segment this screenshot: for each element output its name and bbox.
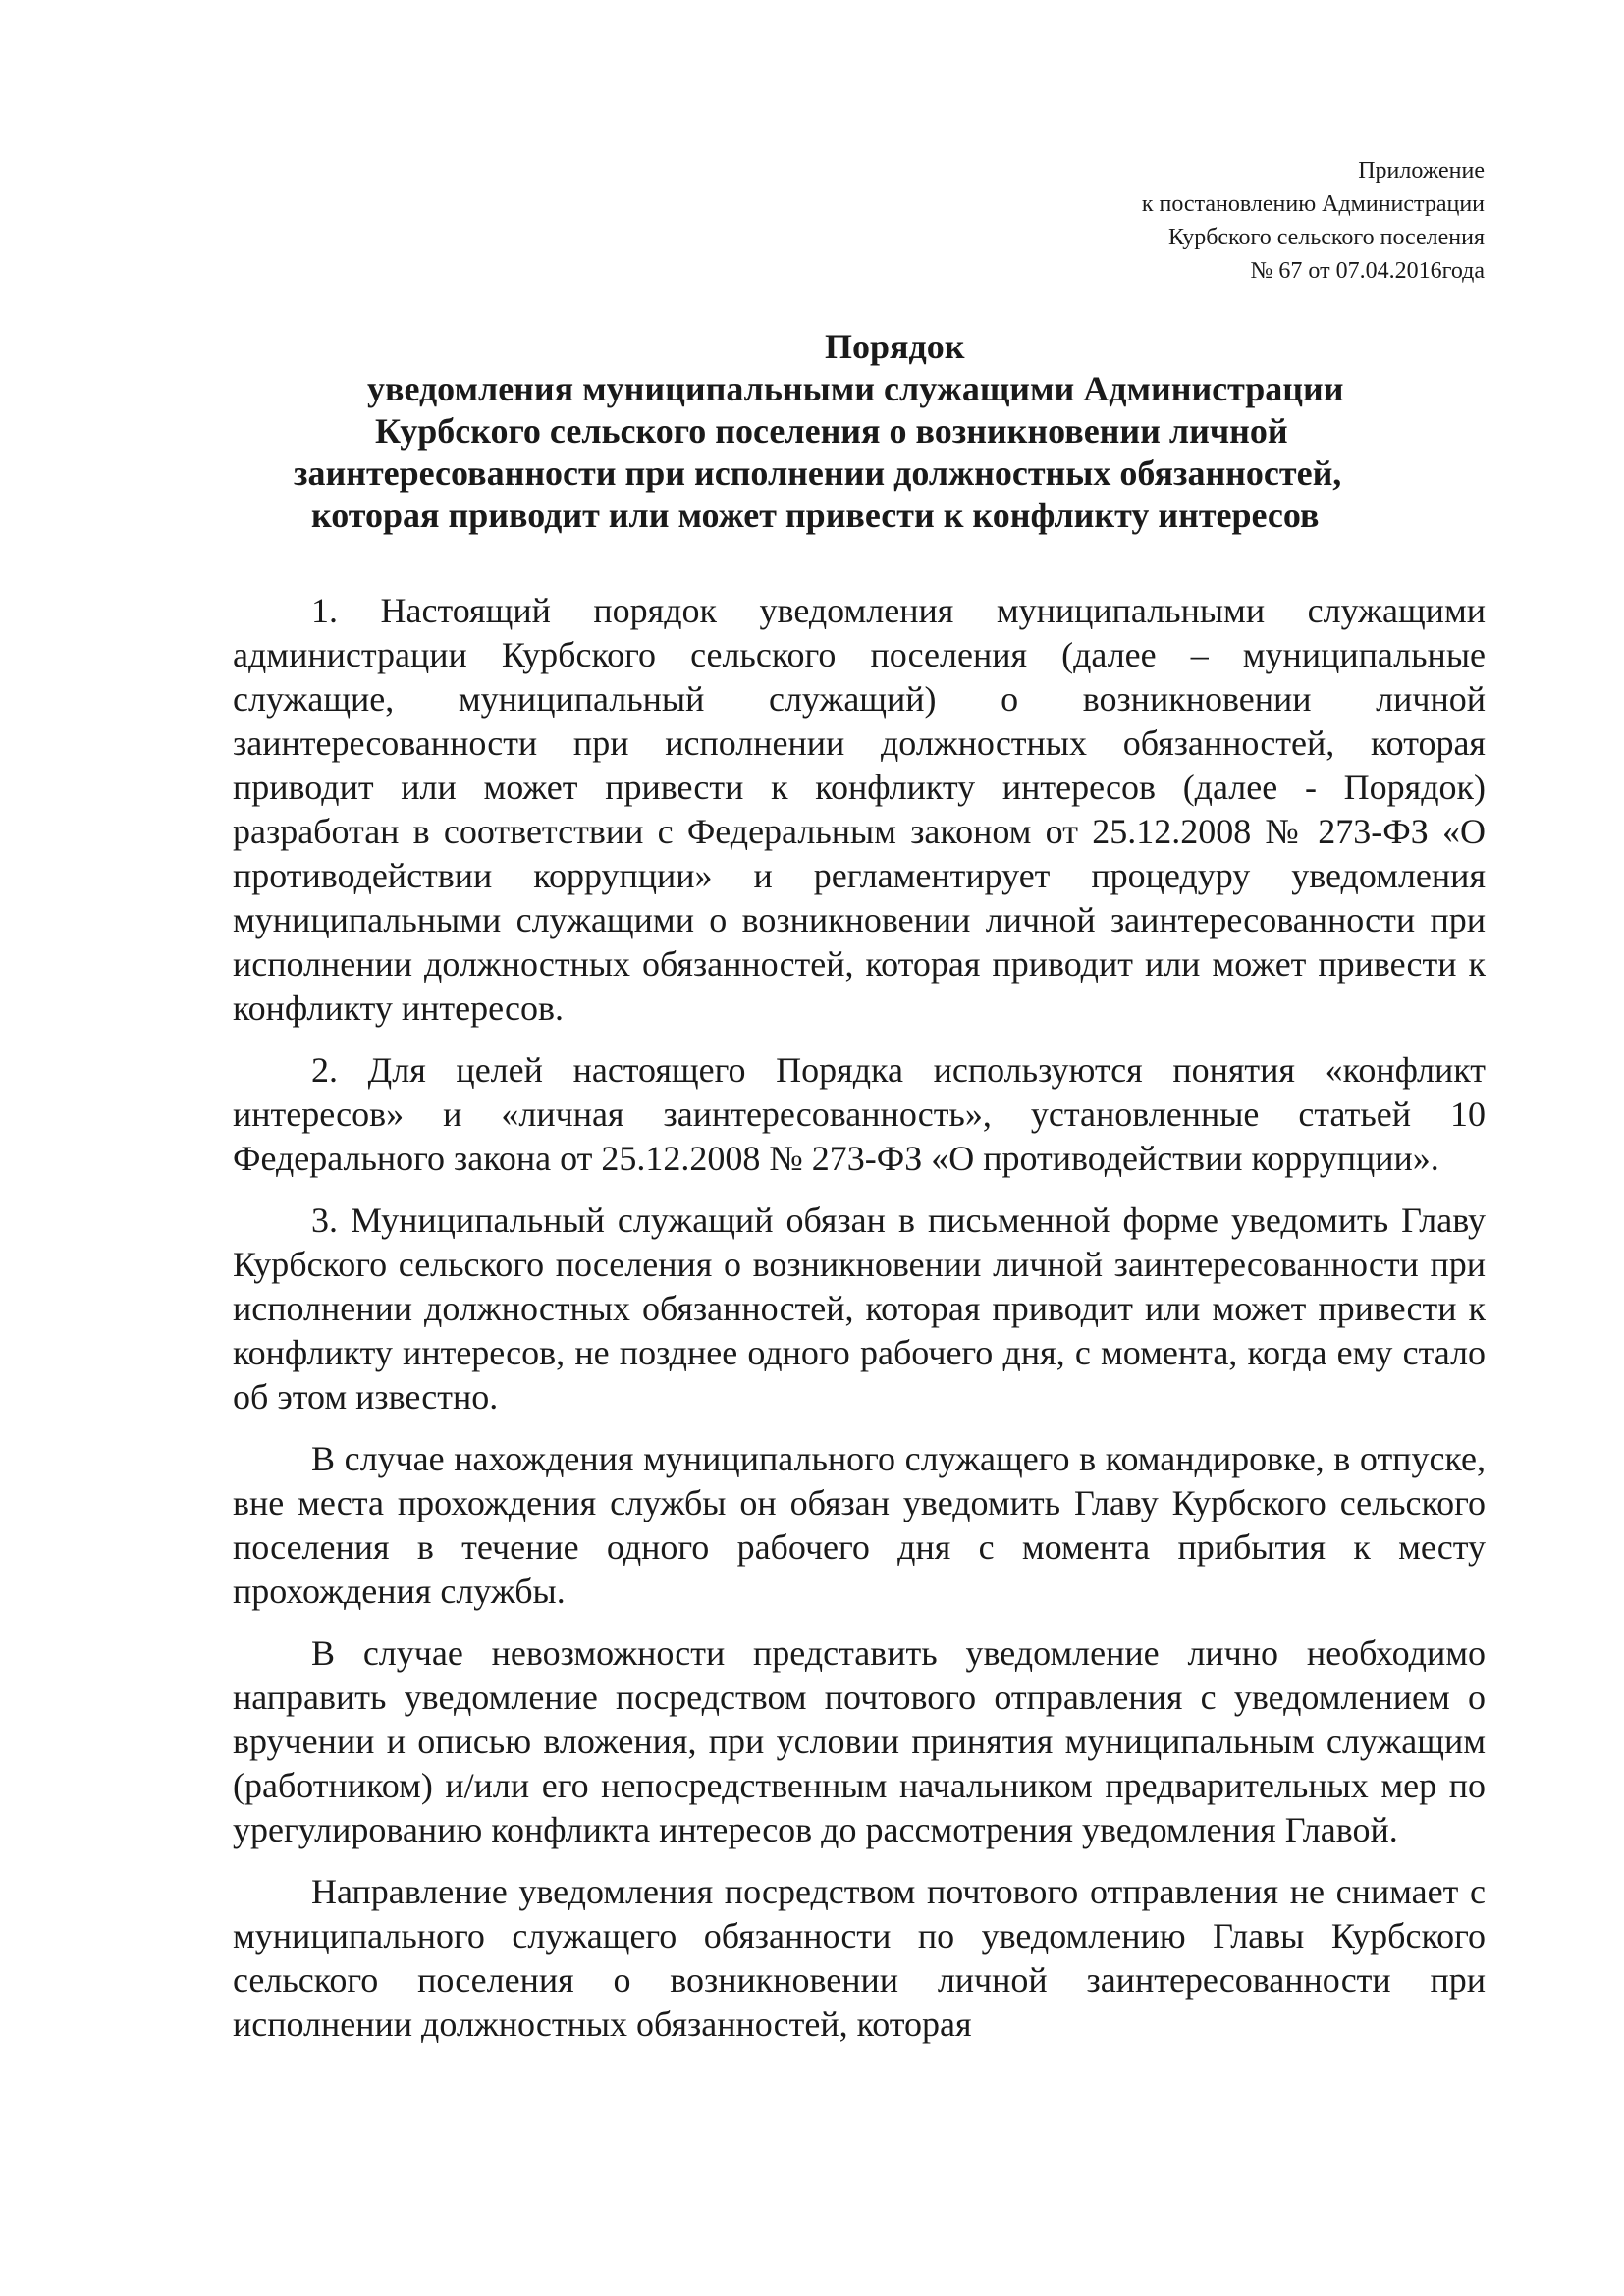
appendix-label: Приложение — [1358, 158, 1485, 184]
paragraph-1: 1. Настоящий порядок уведомления муниципальными служащими администрации Курбского сельского поселения (далее – муниципальные служащие, муниципальный служащий) о возникновении личной заинтересованности при исполнении должностных обязанностей, которая приводит или может привести к конфликту интересов (далее - Порядок) разработан в соответствии с Федеральным законом от 25.12.2008 № 273-ФЗ «О противодействии коррупции» и регламентирует процедуру уведомления муниципальными служащими о возникновении личной заинтересованности при исполнении должностных обязанностей, которая приводит или может привести к конфликту интересов. — [233, 591, 1486, 1028]
title-line-5: которая приводит или может привести к конфликту интересов — [311, 496, 1320, 535]
appendix-settlement: Курбского сельского поселения — [1167, 225, 1485, 250]
appendix-number-date: № 67 от 07.04.2016года — [1250, 258, 1485, 284]
paragraph-4: В случае нахождения муниципального служащего в командировке, в отпуске, вне места прохождения службы он обязан уведомить Главу Курбского сельского поселения в течение одного рабочего дня с момента прибытия к месту прохождения службы. — [233, 1439, 1486, 1611]
appendix-header — [1142, 154, 1485, 288]
paragraph-3: 3. Муниципальный служащий обязан в письменной форме уведомить Главу Курбского сельского поселения о возникновении личной заинтересованности при исполнении должностных обязанностей, которая приводит или может привести к конфликту интересов, не позднее одного рабочего дня, с момента, когда ему стало об этом известно. — [233, 1201, 1486, 1416]
document-title — [233, 326, 1411, 537]
title-line-1: Порядок — [825, 327, 965, 366]
document-body — [233, 589, 1486, 2047]
appendix-resolution-ref: к постановлению Администрации — [1141, 191, 1485, 217]
paragraph-6: Направление уведомления посредством почтового отправления не снимает с муниципального служащего обязанности по уведомлению Главы Курбского сельского поселения о возникновении личной заинтересованности при исполнении должностных обязанностей, которая — [233, 1872, 1486, 2044]
title-line-3: Курбского сельского поселения о возникновении личной — [375, 411, 1288, 451]
title-line-4: заинтересованности при исполнении должностных обязанностей, — [294, 454, 1342, 493]
paragraph-5: В случае невозможности представить уведомление лично необходимо направить уведомление посредством почтового отправления с уведомлением о вручении и описью вложения, при условии принятия муниципальным служащим (работником) и/или его непосредственным начальником предварительных мер по урегулированию конфликта интересов до рассмотрения уведомления Главой. — [233, 1633, 1486, 1849]
paragraph-2: 2. Для целей настоящего Порядка используются понятия «конфликт интересов» и «личная заинтересованность», установленные статьей 10 Федерального закона от 25.12.2008 № 273-ФЗ «О противодействии коррупции». — [233, 1050, 1486, 1178]
title-line-2: уведомления муниципальными служащими Администрации — [367, 369, 1344, 408]
